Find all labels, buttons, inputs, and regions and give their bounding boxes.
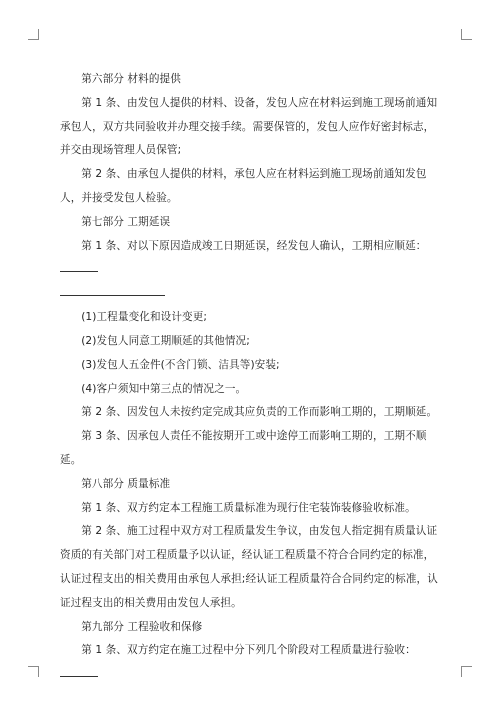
fill-in-blank[interactable] [60, 664, 98, 677]
section-8-article-1: 第 1 条、双方约定本工程施工质量标准为现行住宅装饰装修验收标准。 [81, 501, 416, 514]
document-body [60, 68, 440, 687]
section-9-article-1-text: 第 1 条、双方约定在施工过程中分下列几个阶段对工程质量进行验收： [81, 644, 416, 657]
section-7-article-1 [60, 235, 440, 283]
section-6-article-1: 第 1 条、由发包人提供的材料、设备，发包人应在材料运到施工现场前通知承包人，双方共同验收并办理交接手续。需要保管的，发包人应作好密封标志，并交由现场管理人员保管; [60, 96, 438, 157]
section-9-article-1 [60, 639, 440, 687]
crop-mark-bottom-left [28, 666, 39, 677]
section-8-heading: 第八部分 质量标准 [81, 477, 171, 490]
section-6-article-2: 第 2 条、由承包人提供的材料，承包人应在材料运到施工现场前通知发包人，并接受发包人检验。 [60, 168, 427, 204]
section-8-article-2: 第 2 条、施工过程中双方对工程质量发生争议，由发包人指定拥有质量认证资质的有关部门对工程质量予以认证，经认证工程质量不符合合同约定的标准，认证过程支出的相关费用由承包人承担;经认证工程质量符合合同约定的标准，认证过程支出的相关费用由发包人承担。 [60, 525, 438, 609]
crop-mark-top-left [28, 29, 39, 40]
list-item: (1)工程量变化和设计变更; [81, 311, 208, 324]
section-7-heading: 第七部分 工期延误 [81, 215, 171, 228]
section-7-article-2: 第 2 条、因发包人未按约定完成其应负责的工作而影响工期的，工期顺延。 [81, 406, 438, 419]
section-9-heading: 第九部分 工程验收和保修 [81, 620, 203, 633]
list-item: (3)发包人五金件(不含门锁、洁具等)安装; [81, 358, 280, 371]
fill-in-blank[interactable] [60, 259, 98, 272]
section-7-article-1-text: 第 1 条、对以下原因造成竣工日期延误，经发包人确认，工期相应顺延： [81, 239, 427, 252]
crop-mark-bottom-right [461, 666, 472, 677]
fill-in-blank-line[interactable] [60, 282, 165, 296]
list-item: (4)客户须知中第三点的情况之一。 [81, 382, 247, 395]
crop-mark-top-right [461, 29, 472, 40]
section-6-heading: 第六部分 材料的提供 [81, 73, 181, 85]
list-item: (2)发包人同意工期顺延的其他情况; [81, 334, 250, 347]
section-7-article-3: 第 3 条、因承包人责任不能按期开工或中途停工而影响工期的，工期不顺延。 [60, 430, 427, 466]
